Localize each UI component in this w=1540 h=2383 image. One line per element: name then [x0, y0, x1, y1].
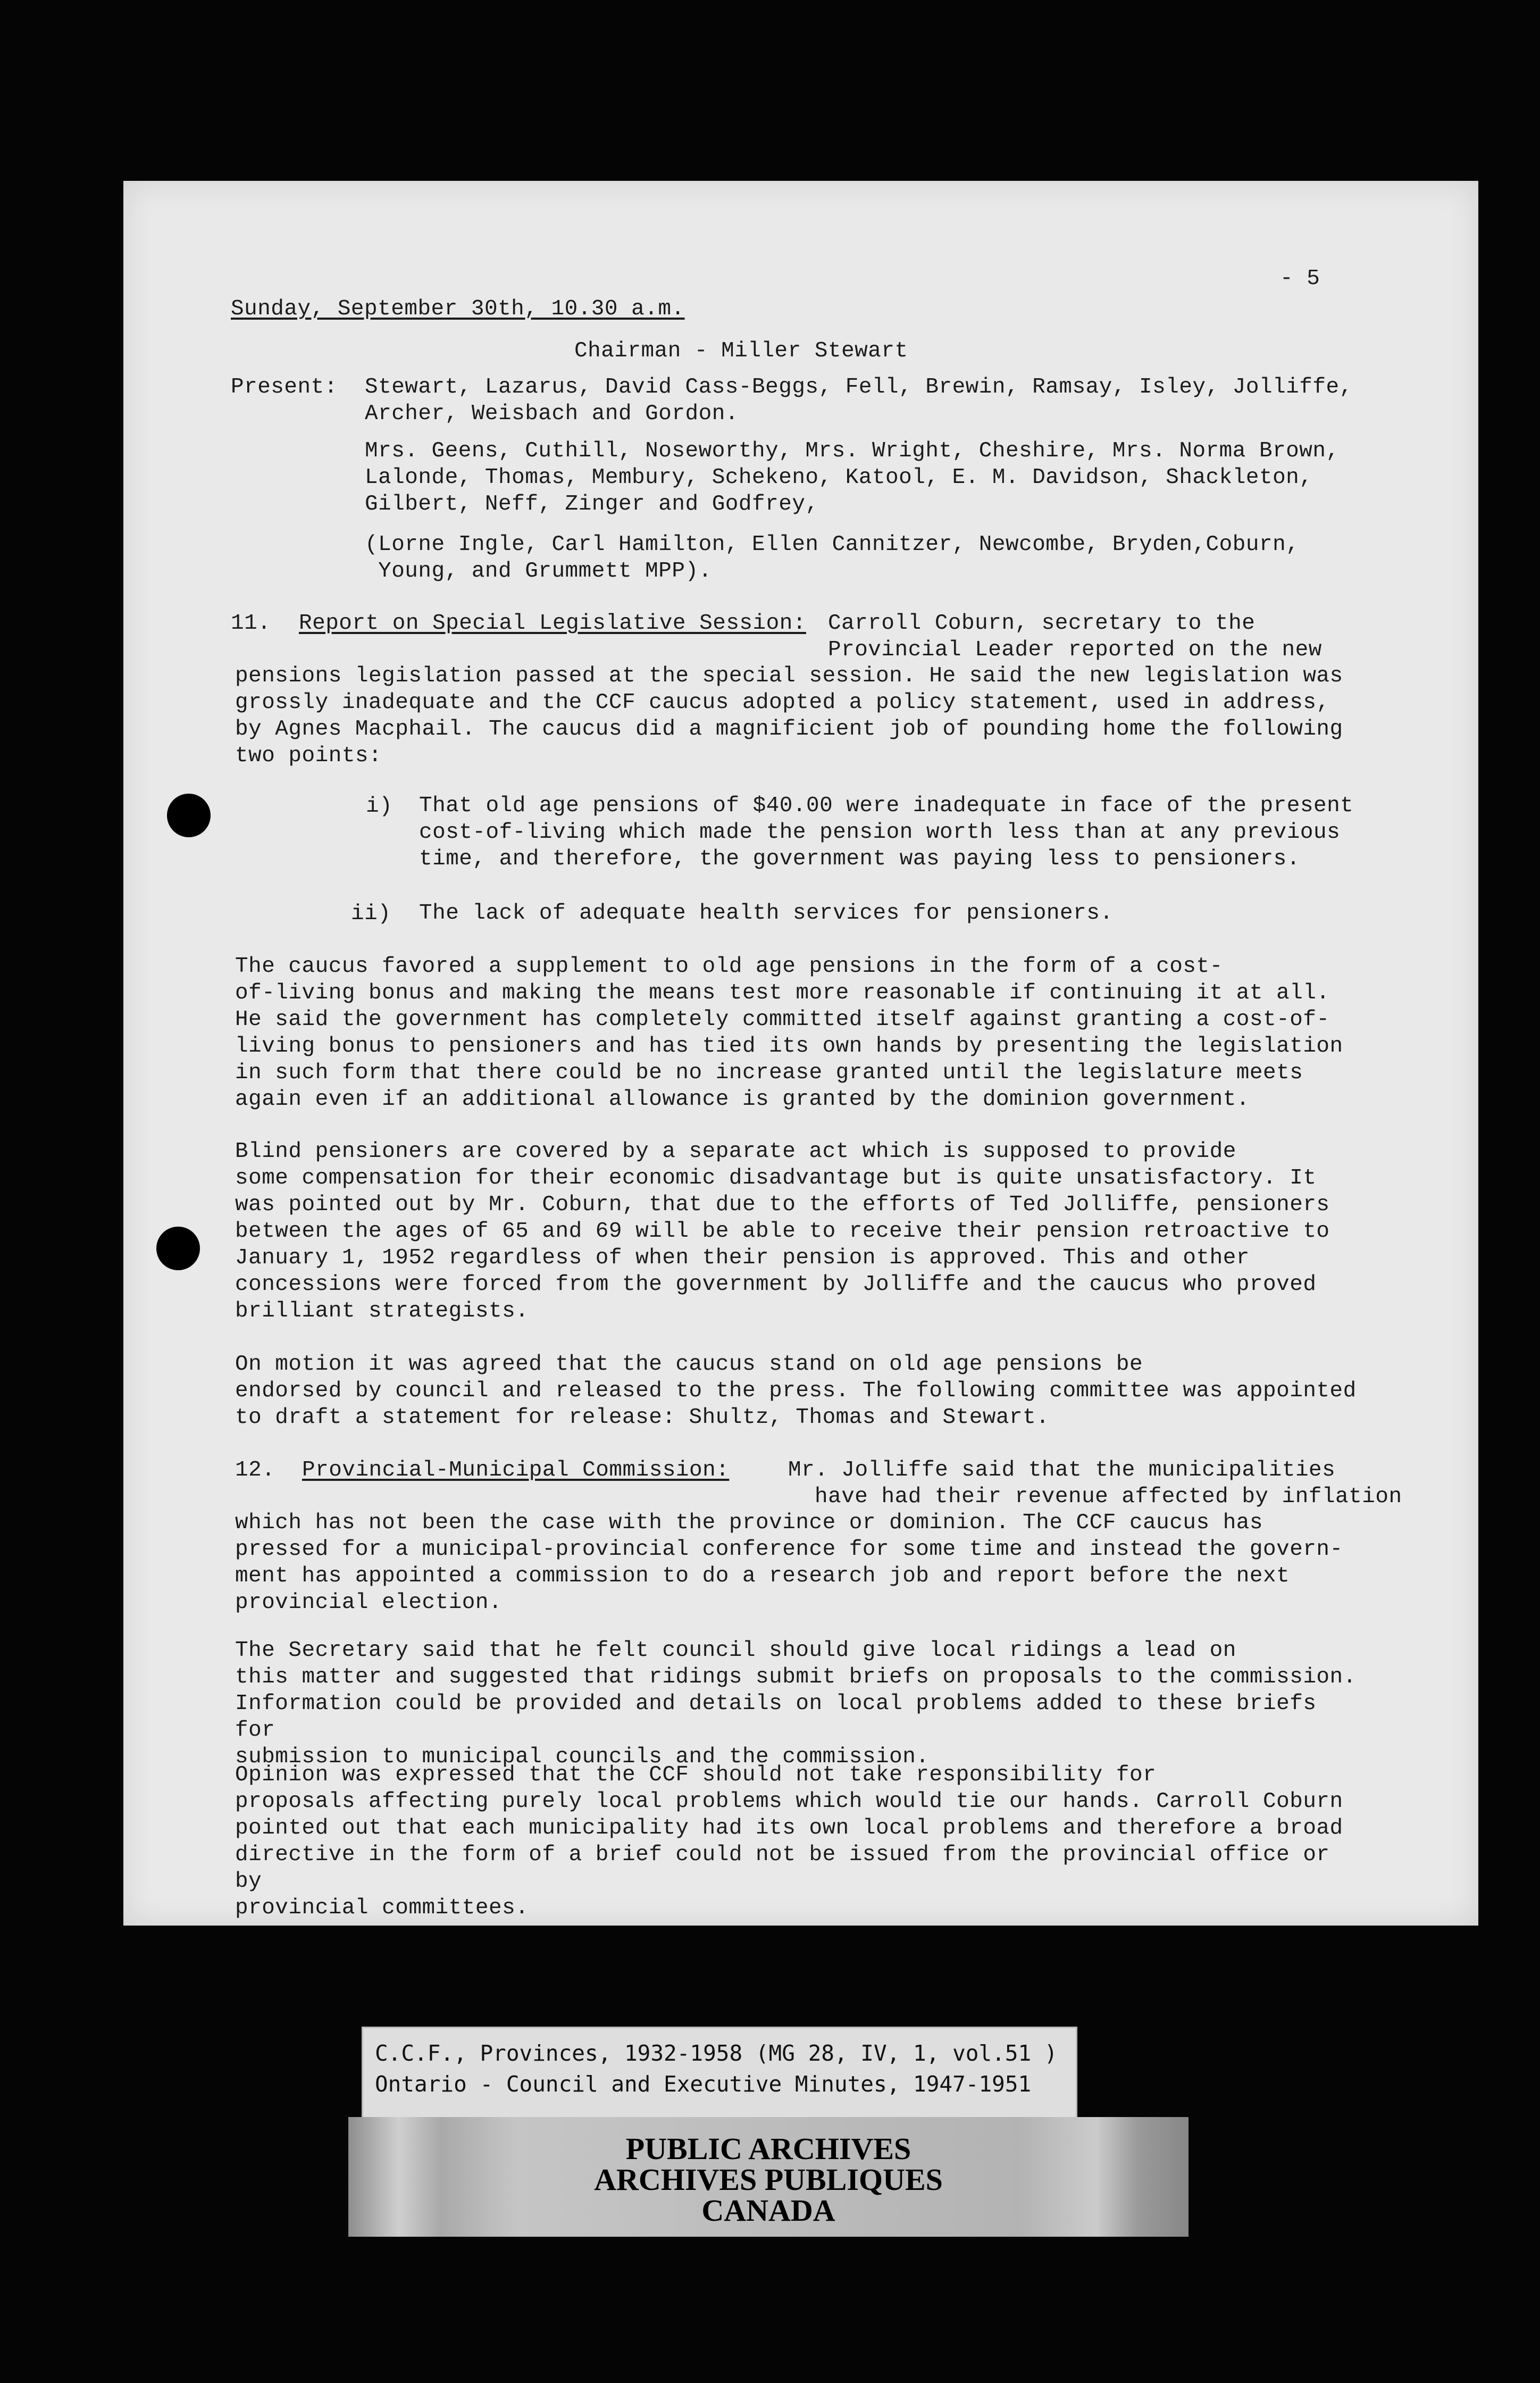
- point-i-text: That old age pensions of $40.00 were inadequate in face of the present cost-of-living which made the pension worth less than at any previous time, and therefore, the government was paying less to pensioners.: [419, 794, 1354, 871]
- item-12-title: Provincial-Municipal Commission:: [302, 1458, 730, 1482]
- item-11-paragraph: The caucus favored a supplement to old age pensions in the form of a cost- of-living bonus and making the means test more reasonable if continuing it at all. He said the government has completely committed itself against granting a cost-of- living bonus to pensioners and has tied its own hands by presenting the legislation in such form that there could be no increase granted until the legislature meets again even if an additional allowance is granted by the dominion government.: [235, 954, 1343, 1112]
- stamp-line: CANADA: [701, 2193, 835, 2228]
- punch-hole: [156, 1227, 200, 1270]
- item-11-lead: Carroll Coburn, secretary to the: [828, 611, 1256, 636]
- item-12-number: 12.: [235, 1458, 275, 1482]
- present-line: Young, and Grummett MPP).: [365, 559, 712, 584]
- item-12-lead: Mr. Jolliffe said that the municipalities: [788, 1458, 1336, 1482]
- point-ii-text: The lack of adequate health services for pensioners.: [419, 901, 1114, 926]
- item-11-title: Report on Special Legislative Session:: [299, 611, 806, 636]
- item-11-paragraph: Blind pensioners are covered by a separate act which is supposed to provide some compensation for their economic disadvantage but is quite unsatisfactory. It was pointed out by Mr. Coburn, that due to the efforts of Ted Jolliffe, pensioners between the ages of 65 and 69 will be able to receive their pension retroactive to January 1, 1952 regardless of when their pension is approved. This and other concessions were forced from the government by Jolliffe and the caucus who proved brilliant strategists.: [235, 1139, 1330, 1323]
- item-12-paragraph: Opinion was expressed that the CCF should not take responsibility for proposals affecting purely local problems which would tie our hands. Carroll Coburn pointed out that each municipality had its own local problems and therefore a broad directive in the form of a brief could not be issued from the provincial office or by provincial committees.: [235, 1763, 1343, 1920]
- item-12-lead: have had their revenue affected by inflation: [815, 1485, 1402, 1509]
- meeting-heading: Sunday, September 30th, 10.30 a.m.: [231, 297, 685, 321]
- item-11-number: 11.: [231, 611, 271, 636]
- item-12-body: which has not been the case with the province or dominion. The CCF caucus has pressed for a municipal-provincial conference for some time and instead the govern- ment has appointed a commission to do a research job and report before the next provincial election.: [235, 1511, 1343, 1615]
- stamp-line: PUBLIC ARCHIVES: [625, 2131, 911, 2166]
- chairman-line: Chairman - Miller Stewart: [574, 339, 908, 363]
- item-11-body: pensions legislation passed at the special session. He said the new legislation was grossly inadequate and the CCF caucus adopted a policy statement, used in address, by Agnes Macphail. The caucus did a magnificient job of pounding home the following two points:: [235, 664, 1343, 768]
- present-line: Stewart, Lazarus, David Cass-Beggs, Fell, Brewin, Ramsay, Isley, Jolliffe,: [365, 375, 1353, 399]
- present-line: (Lorne Ingle, Carl Hamilton, Ellen Cannitzer, Newcombe, Bryden,Coburn,: [365, 532, 1300, 557]
- point-ii-label: ii): [351, 902, 391, 926]
- page-number: - 5: [1280, 266, 1320, 291]
- point-i-label: i): [366, 794, 393, 819]
- archive-reference-line: Ontario - Council and Executive Minutes, 1947-1951: [375, 2071, 1032, 2097]
- archive-stamp: [348, 2117, 1189, 2237]
- item-11-lead: Provincial Leader reported on the new: [828, 638, 1322, 662]
- stamp-line: ARCHIVES PUBLIQUES: [594, 2162, 943, 2197]
- present-line: Gilbert, Neff, Zinger and Godfrey,: [365, 492, 819, 516]
- present-label: Present:: [231, 375, 338, 399]
- archive-reference-line: C.C.F., Provinces, 1932-1958 (MG 28, IV, 1, vol.51 ): [375, 2040, 1058, 2066]
- present-line: Mrs. Geens, Cuthill, Noseworthy, Mrs. Wright, Cheshire, Mrs. Norma Brown,: [365, 439, 1340, 463]
- item-12-paragraph: The Secretary said that he felt council should give local ridings a lead on this matter and suggested that ridings submit briefs on proposals to the commission. Information could be provided and details on local problems added to these briefs for submission to municipal councils and the commission.: [235, 1638, 1357, 1769]
- punch-hole: [167, 794, 211, 837]
- document-page: [123, 181, 1478, 1926]
- present-line: Lalonde, Thomas, Membury, Schekeno, Katool, E. M. Davidson, Shackleton,: [365, 465, 1313, 490]
- item-11-paragraph: On motion it was agreed that the caucus stand on old age pensions be endorsed by council and released to the press. The following committee was appointed to draft a statement for release: Shultz, Thomas and Stewart.: [235, 1352, 1357, 1430]
- present-line: Archer, Weisbach and Gordon.: [365, 402, 739, 426]
- archive-reference-card: [362, 2027, 1077, 2120]
